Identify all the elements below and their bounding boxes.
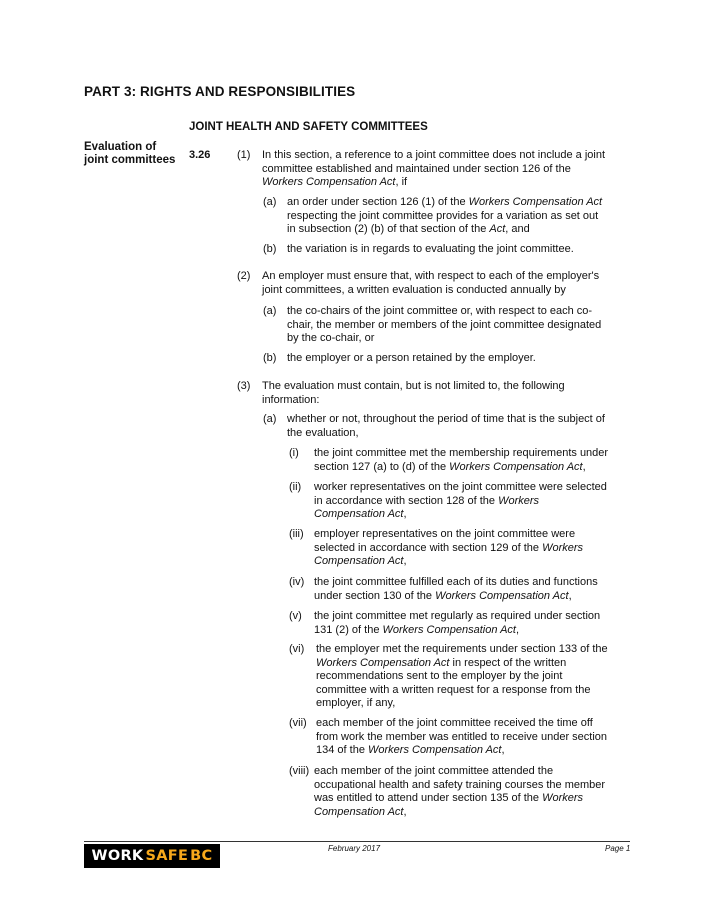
clause-iii-line3: Compensation Act, bbox=[314, 555, 407, 567]
logo-work: WORK bbox=[91, 848, 144, 864]
part-title: PART 3: RIGHTS AND RESPONSIBILITIES bbox=[84, 84, 356, 99]
subsection-1-para-b-label: (b) bbox=[263, 243, 277, 255]
s3-line1: The evaluation must contain, but is not limited to, the following bbox=[262, 380, 565, 392]
clause-iv-text bbox=[314, 576, 598, 603]
clause-iv-line1: the joint committee fulfilled each of its duties and functions bbox=[314, 576, 598, 588]
margin-note-line1: Evaluation of bbox=[84, 141, 157, 153]
s1a-line2: respecting the joint committee provides for a variation as set out bbox=[287, 209, 599, 222]
s2-line1: An employer must ensure that, with respect to each of the employer's bbox=[262, 270, 600, 282]
clause-iii-line1: employer representatives on the joint committee were bbox=[314, 528, 576, 540]
clause-vii-line2: from work the member was entitled to receive under section bbox=[316, 730, 608, 743]
clause-vi-line3: recommendations sent to the employer by the joint bbox=[316, 670, 563, 682]
clause-vi-line4: committee with a written request for a response from the bbox=[316, 683, 591, 696]
clause-iii-line2: selected in accordance with section 129 of the Workers bbox=[314, 541, 584, 554]
s2-line2: joint committees, a written evaluation is conducted annually by bbox=[262, 283, 566, 296]
clause-i-line1: the joint committee met the membership requirements under bbox=[314, 447, 609, 459]
clause-v-line2: 131 (2) of the Workers Compensation Act, bbox=[314, 623, 520, 636]
s3a-line1: whether or not, throughout the period of time that is the subject of bbox=[287, 413, 605, 425]
worksafebc-logo bbox=[84, 844, 220, 868]
clause-vii-label: (vii) bbox=[289, 717, 307, 729]
subsection-1-line3: Workers Compensation Act, if bbox=[262, 176, 408, 188]
subsection-3-para-a-label: (a) bbox=[263, 413, 277, 425]
clause-ii-text bbox=[314, 481, 607, 522]
s2a-line2: chair, the member or members of the joint committee designated bbox=[287, 318, 602, 331]
subsection-3-text bbox=[262, 380, 565, 407]
clause-ii-line2: in accordance with section 128 of the Workers bbox=[314, 494, 540, 507]
subsection-2-label: (2) bbox=[237, 270, 251, 282]
subsection-1-para-a-label: (a) bbox=[263, 196, 277, 208]
s3-line2: information: bbox=[262, 393, 320, 406]
logo-safe: SAFE bbox=[145, 848, 189, 864]
clause-vi-line5: employer, if any, bbox=[316, 697, 396, 709]
clause-iii-text bbox=[314, 528, 583, 569]
subsection-1-line2: committee established and maintained under section 126 of the bbox=[262, 162, 571, 175]
clause-i-label: (i) bbox=[289, 447, 299, 459]
footer-divider bbox=[84, 841, 630, 842]
clause-vi-label: (vi) bbox=[289, 643, 305, 655]
clause-ii-label: (ii) bbox=[289, 481, 302, 493]
subsection-3-label: (3) bbox=[237, 380, 251, 392]
margin-note bbox=[84, 141, 175, 167]
logo-bc: BC bbox=[190, 848, 213, 864]
clause-ii-line1: worker representatives on the joint committee were selected bbox=[314, 481, 607, 493]
subsection-1-line1: In this section, a reference to a joint committee does not include a joint bbox=[262, 149, 606, 161]
clause-vi-text bbox=[316, 643, 608, 711]
section-number: 3.26 bbox=[189, 149, 211, 161]
clause-v-label: (v) bbox=[289, 610, 302, 622]
clause-v-line1: the joint committee met regularly as required under section bbox=[314, 610, 601, 622]
margin-note-line2: joint committees bbox=[84, 154, 176, 166]
clause-viii-line1: each member of the joint committee attended the bbox=[314, 765, 554, 777]
s1a-line3: in subsection (2) (b) of that section of the Act, and bbox=[287, 223, 530, 235]
s2a-line3: by the co-chair, or bbox=[287, 332, 375, 344]
subsection-2-para-b-text: the employer or a person retained by the employer. bbox=[287, 352, 536, 364]
s2a-line1: the co-chairs of the joint committee or, with respect to each co- bbox=[287, 305, 593, 317]
clause-iv-line2: under section 130 of the Workers Compensation Act, bbox=[314, 589, 572, 602]
clause-vii-text bbox=[316, 717, 607, 758]
s3a-line2: the evaluation, bbox=[287, 426, 359, 439]
clause-viii-text bbox=[314, 765, 605, 819]
subsection-2-para-b-label: (b) bbox=[263, 352, 277, 364]
clause-vi-line2: Workers Compensation Act in respect of the written bbox=[316, 656, 567, 669]
subsection-1-label: (1) bbox=[237, 149, 251, 161]
subsection-3-para-a-text bbox=[287, 413, 605, 440]
clause-viii-label: (viii) bbox=[289, 765, 310, 777]
clause-viii-line2: occupational health and safety training courses the member bbox=[314, 778, 606, 791]
clause-vii-line3: 134 of the Workers Compensation Act, bbox=[316, 744, 505, 756]
clause-v-text bbox=[314, 610, 600, 637]
subsection-1-para-a-text bbox=[287, 196, 602, 237]
clause-iii-label: (iii) bbox=[289, 528, 304, 540]
subsection-2-para-a-label: (a) bbox=[263, 305, 277, 317]
clause-vii-line1: each member of the joint committee received the time off bbox=[316, 717, 593, 729]
subsection-1-para-b-text: the variation is in regards to evaluating the joint committee. bbox=[287, 243, 574, 255]
clause-ii-line3: Compensation Act, bbox=[314, 508, 407, 520]
clause-iv-label: (iv) bbox=[289, 576, 305, 588]
s1a-line1: an order under section 126 (1) of the Workers Compensation Act bbox=[287, 196, 603, 208]
clause-i-text bbox=[314, 447, 608, 474]
clause-viii-line3: was entitled to attend under section 135 of the Workers bbox=[314, 792, 584, 804]
footer-page-number: Page 1 bbox=[605, 844, 631, 853]
clause-viii-line4: Compensation Act, bbox=[314, 805, 407, 818]
subsection-2-text bbox=[262, 270, 599, 297]
subsection-1-text bbox=[262, 149, 605, 190]
section-heading: JOINT HEALTH AND SAFETY COMMITTEES bbox=[189, 121, 428, 133]
footer-date: February 2017 bbox=[328, 844, 381, 853]
clause-vi-line1: the employer met the requirements under section 133 of the bbox=[316, 643, 608, 655]
subsection-2-para-a-text bbox=[287, 305, 601, 346]
clause-i-line2: section 127 (a) to (d) of the Workers Compensation Act, bbox=[314, 460, 586, 473]
